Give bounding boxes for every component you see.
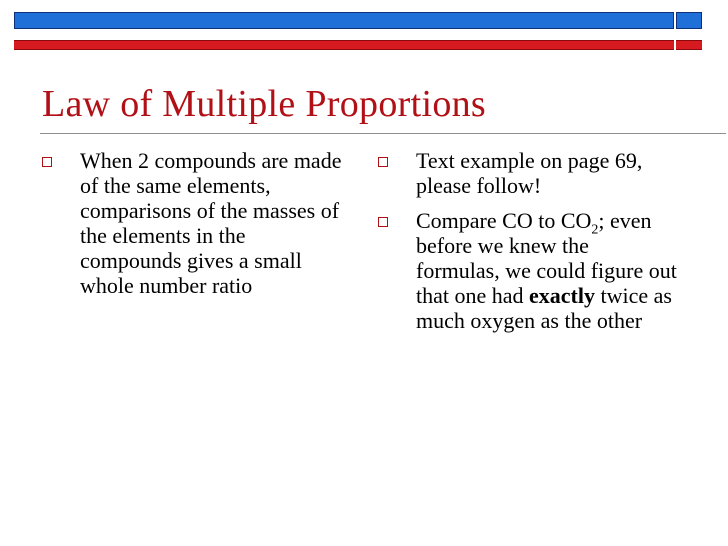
bullet-text: Text example on page 69, please follow! (416, 148, 643, 198)
bullet-text-part: Compare CO to CO (416, 208, 592, 233)
right-bullet-list (378, 148, 678, 343)
subscript: 2 (591, 222, 599, 238)
blue-band-segment (676, 12, 702, 29)
red-band-segment (14, 40, 674, 50)
slide-title: Law of Multiple Proportions (42, 83, 487, 125)
list-item (42, 148, 342, 298)
bullet-text-part: ; even before we knew the formulas, we could figure out that one had (416, 208, 677, 308)
square-bullet-icon (42, 157, 52, 167)
bullet-text (416, 208, 677, 333)
list-item (378, 148, 678, 198)
title-divider (40, 133, 726, 134)
blue-band (14, 12, 714, 29)
bullet-text-part: twice as much oxygen as the other (416, 283, 672, 333)
red-band (14, 40, 714, 50)
red-band-segment (676, 40, 702, 50)
bullet-text: When 2 compounds are made of the same elements, comparisons of the masses of the elements in the compounds gives a small whole number ratio (80, 148, 342, 298)
bold-emphasis: exactly (529, 283, 595, 308)
square-bullet-icon (378, 217, 388, 227)
left-bullet-list (42, 148, 342, 308)
top-decorative-bar (14, 12, 714, 38)
blue-band-segment (14, 12, 674, 29)
square-bullet-icon (378, 157, 388, 167)
list-item (378, 208, 678, 333)
